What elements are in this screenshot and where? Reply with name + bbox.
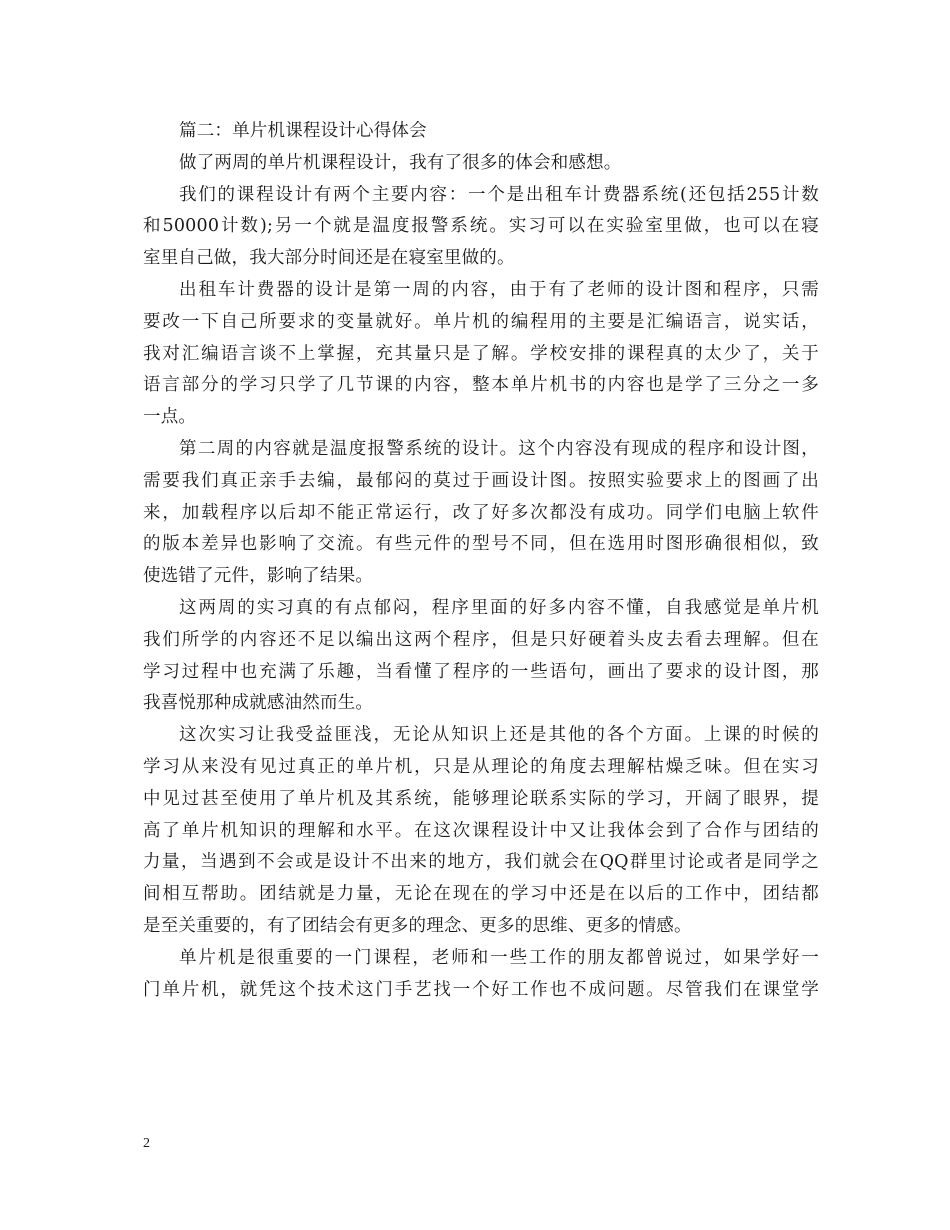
text-line: 单片机是很重要的一门课程，老师和一些工作的朋友都曾说过，如果学好一 <box>179 947 819 968</box>
body-text <box>143 116 819 1006</box>
text-line: 我们所学的内容还不足以编出这两个程序，但是只好硬着头皮去看去理解。但在 <box>143 629 819 650</box>
text-line: 是至关重要的，有了团结会有更多的理念、更多的思维、更多的情感。 <box>143 915 692 936</box>
text-line: 学习从来没有见过真正的单片机，只是从理论的角度去理解枯燥乏味。但在实习 <box>143 756 819 777</box>
text-line: 语言部分的学习只学了几节课的内容，整本单片机书的内容也是学了三分之一多 <box>143 375 819 396</box>
text-line: 做了两周的单片机课程设计，我有了很多的体会和感想。 <box>179 152 622 173</box>
text-line: 的版本差异也影响了交流。有些元件的型号不同，但在选用时图形确很相似，致 <box>143 534 819 555</box>
text-line: 我对汇编语言谈不上掌握，充其量只是了解。学校安排的课程真的太少了，关于 <box>143 343 819 364</box>
text-line: 一点。 <box>143 407 197 428</box>
text-line: 使选错了元件，影响了结果。 <box>143 566 374 587</box>
text-line: 来，加载程序以后却不能正常运行，改了好多次都没有成功。同学们电脑上软件 <box>143 502 819 523</box>
text-line: 我喜悦那种成就感油然而生。 <box>143 693 374 714</box>
text-line: 高了单片机知识的理解和水平。在这次课程设计中又让我体会到了合作与团结的 <box>143 820 819 841</box>
text-line: 和50000计数);另一个就是温度报警系统。实习可以在实验室里做，也可以在寝 <box>143 216 819 237</box>
text-line: 要改一下自己所要求的变量就好。单片机的编程用的主要是汇编语言，说实话， <box>143 311 819 332</box>
page-number: 2 <box>143 1136 150 1151</box>
text-line: 力量，当遇到不会或是设计不出来的地方，我们就会在QQ群里讨论或者是同学之 <box>143 852 819 873</box>
text-line: 第二周的内容就是温度报警系统的设计。这个内容没有现成的程序和设计图， <box>179 438 819 459</box>
text-line: 我们的课程设计有两个主要内容：一个是出租车计费器系统(还包括255计数 <box>179 184 819 205</box>
section-heading: 篇二：单片机课程设计心得体会 <box>179 121 427 141</box>
text-line: 间相互帮助。团结就是力量，无论在现在的学习中还是在以后的工作中，团结都 <box>143 884 819 905</box>
text-line: 门单片机，就凭这个技术这门手艺找一个好工作也不成问题。尽管我们在课堂学 <box>143 979 819 1000</box>
text-line: 需要我们真正亲手去编，最郁闷的莫过于画设计图。按照实验要求上的图画了出 <box>143 470 819 491</box>
text-line: 中见过甚至使用了单片机及其系统，能够理论联系实际的学习，开阔了眼界，提 <box>143 788 819 809</box>
text-line: 室里自己做，我大部分时间还是在寝室里做的。 <box>143 248 515 269</box>
text-line: 学习过程中也充满了乐趣，当看懂了程序的一些语句，画出了要求的设计图，那 <box>143 661 819 682</box>
text-line: 这次实习让我受益匪浅，无论从知识上还是其他的各个方面。上课的时候的 <box>179 725 819 746</box>
text-line: 出租车计费器的设计是第一周的内容，由于有了老师的设计图和程序，只需 <box>179 279 819 300</box>
text-line: 这两周的实习真的有点郁闷，程序里面的好多内容不懂，自我感觉是单片机 <box>179 597 819 618</box>
